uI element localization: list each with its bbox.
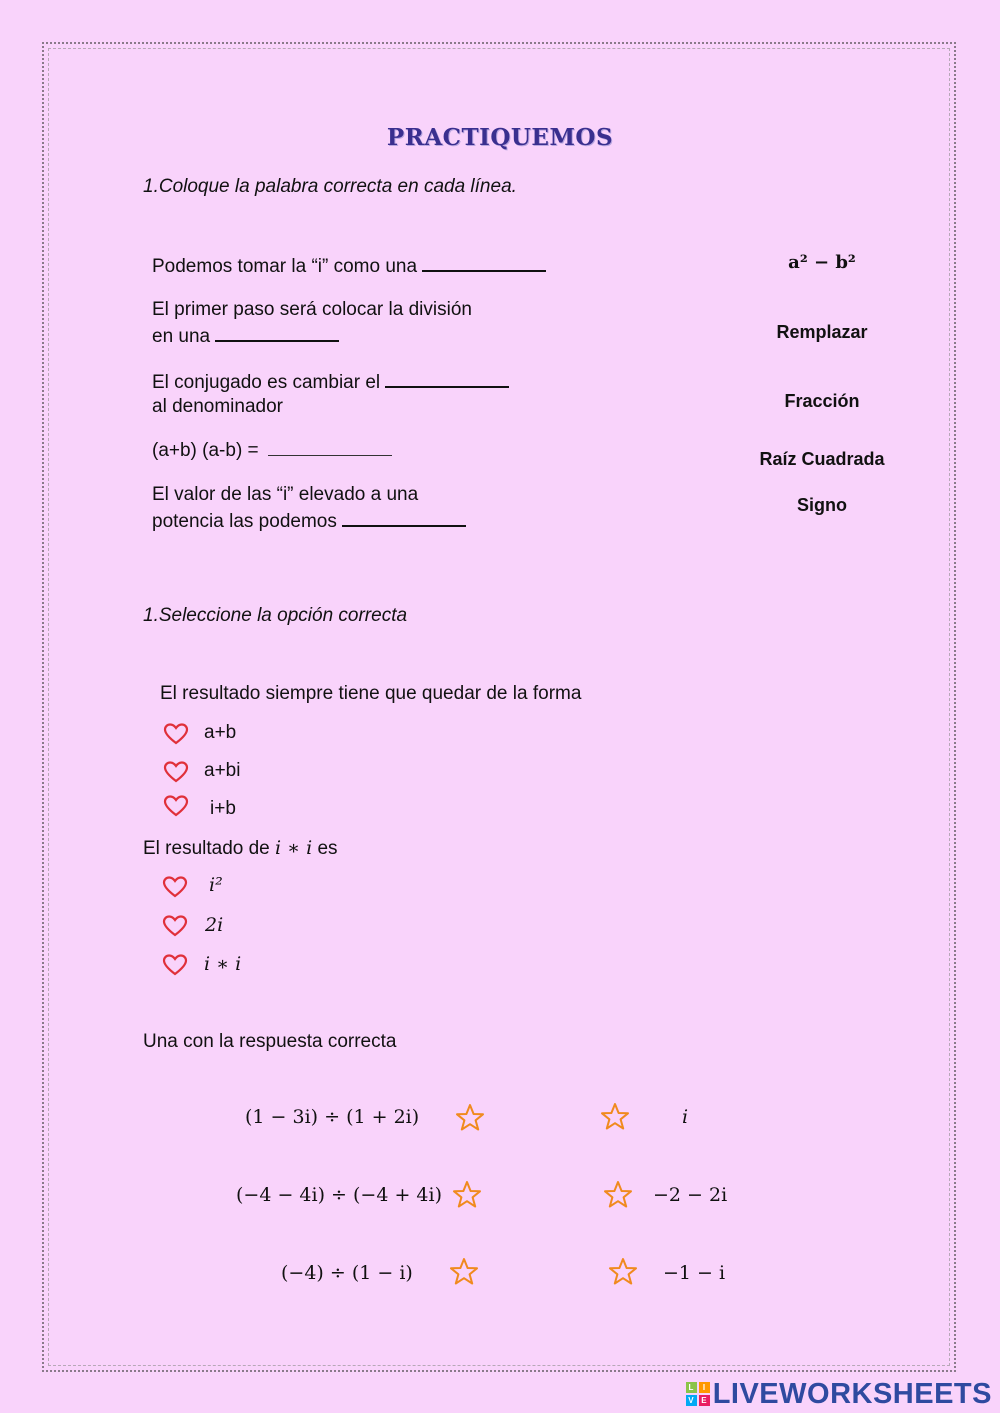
word-bank-signo[interactable]: Signo <box>797 495 847 515</box>
word-bank-formula[interactable]: a² − b² <box>788 252 856 273</box>
match-left-2: (−4 − 4i) ÷ (−4 + 4i) <box>236 1184 442 1206</box>
q1-option-3[interactable]: i+b <box>210 798 236 819</box>
fill-blank-2[interactable] <box>215 322 339 342</box>
word-bank-raiz-cuadrada[interactable]: Raíz Cuadrada <box>759 449 885 469</box>
fill-sentence-5 <box>152 483 466 534</box>
fill-blank-3[interactable] <box>385 368 509 388</box>
fill-sentence-4-text: (a+b) (a-b) = <box>152 440 259 461</box>
fill-sentence-4 <box>152 437 392 463</box>
q2-question-math: i ∗ i <box>275 837 313 859</box>
q1-option-1[interactable]: a+b <box>204 722 237 743</box>
liveworksheets-logo <box>686 1378 992 1410</box>
fill-blank-4[interactable] <box>268 437 392 456</box>
heart-checkbox-icon[interactable] <box>163 760 189 784</box>
fill-sentence-3 <box>152 368 509 419</box>
heart-checkbox-icon[interactable] <box>163 722 189 746</box>
match-right-1: i <box>682 1106 689 1128</box>
fill-sentence-1 <box>152 252 546 279</box>
q2-option-1[interactable]: i² <box>209 874 223 896</box>
fill-sentence-2-line2: en una <box>152 326 211 347</box>
heart-checkbox-icon[interactable] <box>162 914 188 938</box>
match-right-2: −2 − 2i <box>653 1184 728 1206</box>
fill-sentence-3-line1: El conjugado es cambiar el <box>152 372 381 393</box>
q2-question-prefix: El resultado de <box>143 838 270 859</box>
q1-question: El resultado siempre tiene que quedar de la forma <box>160 683 582 704</box>
star-connector-icon[interactable] <box>449 1257 479 1287</box>
fill-sentence-3-line2: al denominador <box>152 396 283 417</box>
logo-text: LIVEWORKSHEETS <box>712 1377 992 1410</box>
fill-sentence-2 <box>152 298 472 349</box>
heart-checkbox-icon[interactable] <box>162 875 188 899</box>
heart-checkbox-icon[interactable] <box>163 794 189 818</box>
q2-question <box>143 836 338 861</box>
match-left-3: (−4) ÷ (1 − i) <box>281 1262 413 1284</box>
word-bank-remplazar[interactable]: Remplazar <box>776 322 868 342</box>
q2-option-2[interactable]: 2i <box>205 914 224 936</box>
fill-blank-1[interactable] <box>422 252 546 272</box>
fill-blank-5[interactable] <box>342 507 466 527</box>
star-connector-icon[interactable] <box>452 1180 482 1210</box>
star-connector-icon[interactable] <box>608 1257 638 1287</box>
section1-instruction: 1.Coloque la palabra correcta en cada línea. <box>143 176 517 197</box>
q1-option-2[interactable]: a+bi <box>204 760 241 781</box>
star-connector-icon[interactable] <box>603 1180 633 1210</box>
heart-checkbox-icon[interactable] <box>162 953 188 977</box>
section2-instruction: 1.Seleccione la opción correcta <box>143 605 408 626</box>
fill-sentence-2-line1: El primer paso será colocar la división <box>152 299 472 320</box>
q2-option-3[interactable]: i ∗ i <box>204 953 242 975</box>
match-left-1: (1 − 3i) ÷ (1 + 2i) <box>245 1106 420 1128</box>
section3-instruction: Una con la respuesta correcta <box>143 1031 397 1052</box>
page-border-inner <box>48 48 950 1366</box>
logo-squares-icon: L I V E <box>686 1382 710 1406</box>
fill-sentence-5-line1: El valor de las “i” elevado a una <box>152 484 419 505</box>
q2-question-suffix: es <box>317 838 338 859</box>
fill-sentence-5-line2: potencia las podemos <box>152 511 337 532</box>
fill-sentence-1-text: Podemos tomar la “i” como una <box>152 256 418 277</box>
star-connector-icon[interactable] <box>600 1102 630 1132</box>
word-bank-fraccion[interactable]: Fracción <box>784 391 860 411</box>
page-title: PRACTIQUEMOS <box>386 124 614 151</box>
match-right-3: −1 − i <box>663 1262 726 1284</box>
star-connector-icon[interactable] <box>455 1103 485 1133</box>
